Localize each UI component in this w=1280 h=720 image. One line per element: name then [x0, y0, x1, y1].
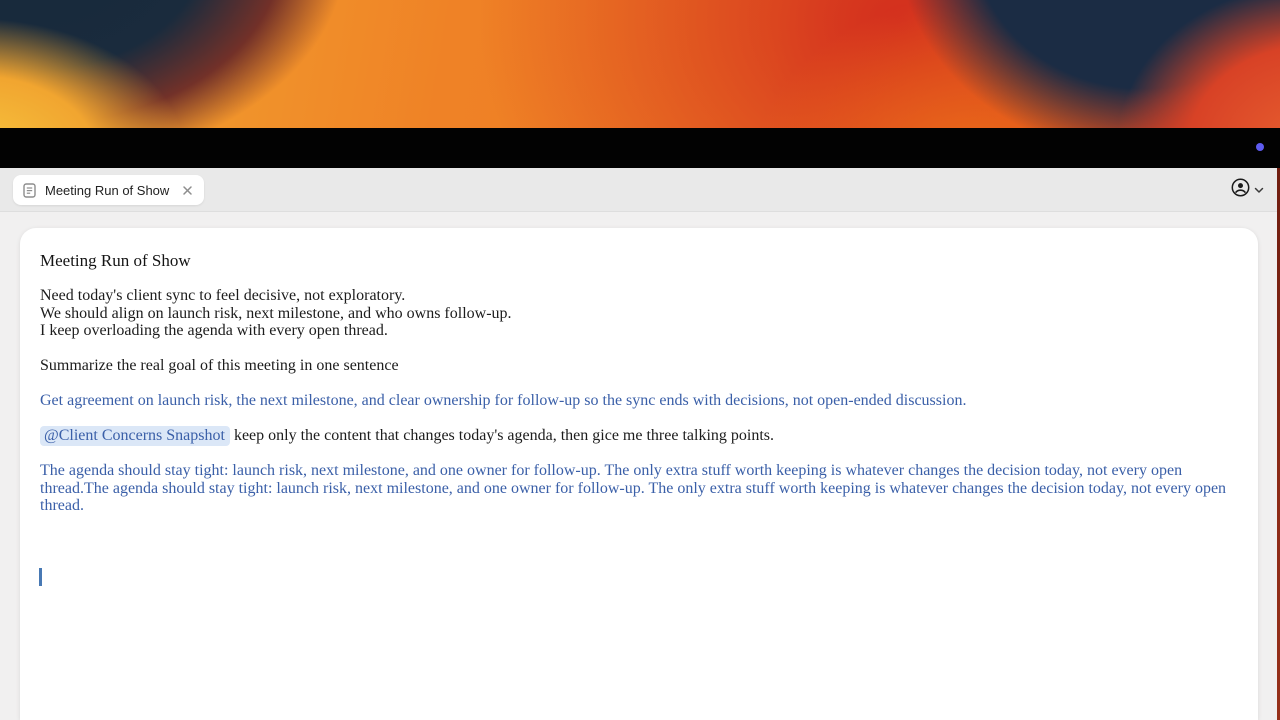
chevron-down-icon	[1254, 181, 1264, 199]
menu-bar	[0, 128, 1280, 168]
caret-line	[40, 568, 1238, 586]
mention-chip[interactable]: @Client Concerns Snapshot	[40, 426, 230, 446]
intro-line: Need today's client sync to feel decisive, not exploratory.	[40, 287, 406, 304]
notification-dot	[1256, 143, 1264, 151]
intro-line: I keep overloading the agenda with every open thread.	[40, 322, 388, 339]
account-avatar-icon	[1231, 178, 1250, 202]
tab-bar	[0, 168, 1280, 212]
paragraph-ai-response-1: Get agreement on launch risk, the next milestone, and clear ownership for follow-up so the sync ends with decisions, not open-ended discussion.	[40, 392, 967, 409]
intro-line: We should align on launch risk, next milestone, and who owns follow-up.	[40, 304, 512, 322]
paragraph-ai-response-2: The agenda should stay tight: launch risk, next milestone, and one owner for follow-up. The only extra stuff worth keeping is whatever changes the decision today, not every open thread.The agenda should stay tight: launch risk, next milestone, and one owner for follow-up. The only extra stuff worth keeping is whatever changes the decision today, not every open thread.	[40, 462, 1227, 514]
text-caret	[39, 568, 42, 586]
account-button[interactable]	[1231, 177, 1264, 203]
paragraph-intro	[40, 287, 1238, 340]
prompt-2-text: keep only the content that changes today's agenda, then gice me three talking points.	[233, 427, 774, 444]
document-icon	[23, 183, 36, 198]
desktop-wallpaper	[0, 0, 1280, 128]
tab-title: Meeting Run of Show	[45, 182, 170, 198]
document-title: Meeting Run of Show	[40, 251, 191, 270]
document-editor[interactable]	[20, 228, 1258, 720]
paragraph-prompt-2	[40, 427, 1238, 445]
tab-meeting-run-of-show[interactable]	[13, 175, 204, 205]
empty-line	[40, 532, 1238, 550]
close-icon[interactable]	[182, 185, 193, 196]
paragraph-prompt-1: Summarize the real goal of this meeting in one sentence	[40, 357, 399, 374]
content-background	[0, 212, 1280, 720]
